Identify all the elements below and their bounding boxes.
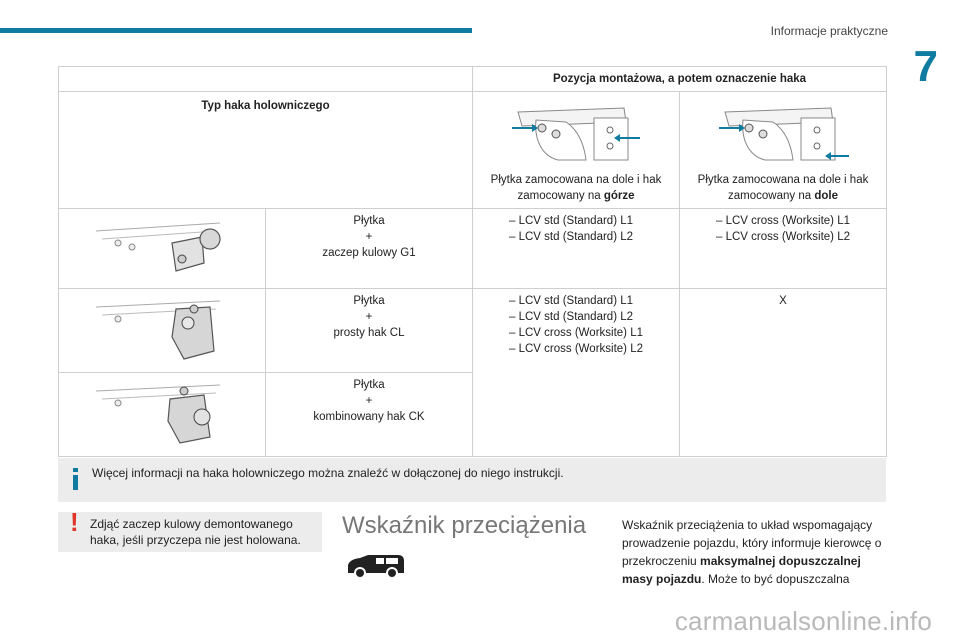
info-icon <box>72 468 80 490</box>
empty-header-cell <box>59 67 473 92</box>
not-compatible-mark: X <box>779 295 787 307</box>
table-row-g1 <box>59 209 887 289</box>
hook-image-cell <box>59 209 266 289</box>
info-note <box>58 458 886 502</box>
towbar-table <box>58 66 887 457</box>
van-icon <box>346 553 406 579</box>
overload-paragraph: Wskaźnik przeciążenia to układ wspomagający prowadzenie pojazdu, który informuje kierowcę o przekroczeniu maksymalnej dopuszczalnej masy pojazdu. Może to być dopuszczalna <box>622 518 882 586</box>
compat-bottom-cell: – LCV cross (Worksite) L1 – LCV cross (Worksite) L2 <box>680 209 887 289</box>
warning-note-text: Zdjąć zaczep kulowy demontowanego haka, jeśli przyczepa nie jest holowana. <box>90 517 301 547</box>
hook-image-cell <box>59 289 266 373</box>
compat-bottom-cell <box>680 289 887 457</box>
position-bottom-caption: Płytka zamocowana na dole i hak zamocowany na dole <box>697 174 869 202</box>
section-title: Informacje praktyczne <box>770 24 888 38</box>
towbar-bottom-illustration <box>713 100 853 166</box>
table-header-row <box>59 67 887 92</box>
info-note-text: Więcej informacji na haka holowniczego można znaleźć w dołączonej do niego instrukcji. <box>92 466 564 480</box>
towbar-top-illustration <box>506 100 646 166</box>
ball-hitch-illustration <box>92 213 232 279</box>
row-header: Typ haka holowniczego <box>59 92 473 209</box>
column-header: Pozycja montażowa, a potem oznaczenie haka <box>473 67 887 92</box>
hook-image-cell <box>59 373 266 457</box>
overload-heading: Wskaźnik przeciążenia <box>342 512 587 539</box>
position-top-caption: Płytka zamocowana na dole i hak zamocowany na górze <box>490 174 662 202</box>
warning-icon: ! <box>70 507 79 537</box>
hook-name-cell: Płytka + kombinowany hak CK <box>266 373 473 457</box>
compat-top-cell: – LCV std (Standard) L1 – LCV std (Standard) L2 – LCV cross (Worksite) L1 – LCV cross (Worksite) L2 <box>473 289 680 457</box>
hook-name-cell: Płytka + zaczep kulowy G1 <box>266 209 473 289</box>
table-row-cl <box>59 289 887 373</box>
header-accent-bar <box>0 28 472 33</box>
watermark: carmanualsonline.info <box>674 606 932 636</box>
position-row <box>59 92 887 209</box>
straight-hook-illustration <box>92 293 232 363</box>
hook-name-cell: Płytka + prosty hak CL <box>266 289 473 373</box>
compat-top-cell: – LCV std (Standard) L1 – LCV std (Standard) L2 <box>473 209 680 289</box>
position-top-cell <box>473 92 680 209</box>
chapter-number: 7 <box>913 42 938 91</box>
combined-hook-illustration <box>92 377 232 447</box>
warning-note <box>58 507 322 552</box>
position-bottom-cell <box>680 92 887 209</box>
